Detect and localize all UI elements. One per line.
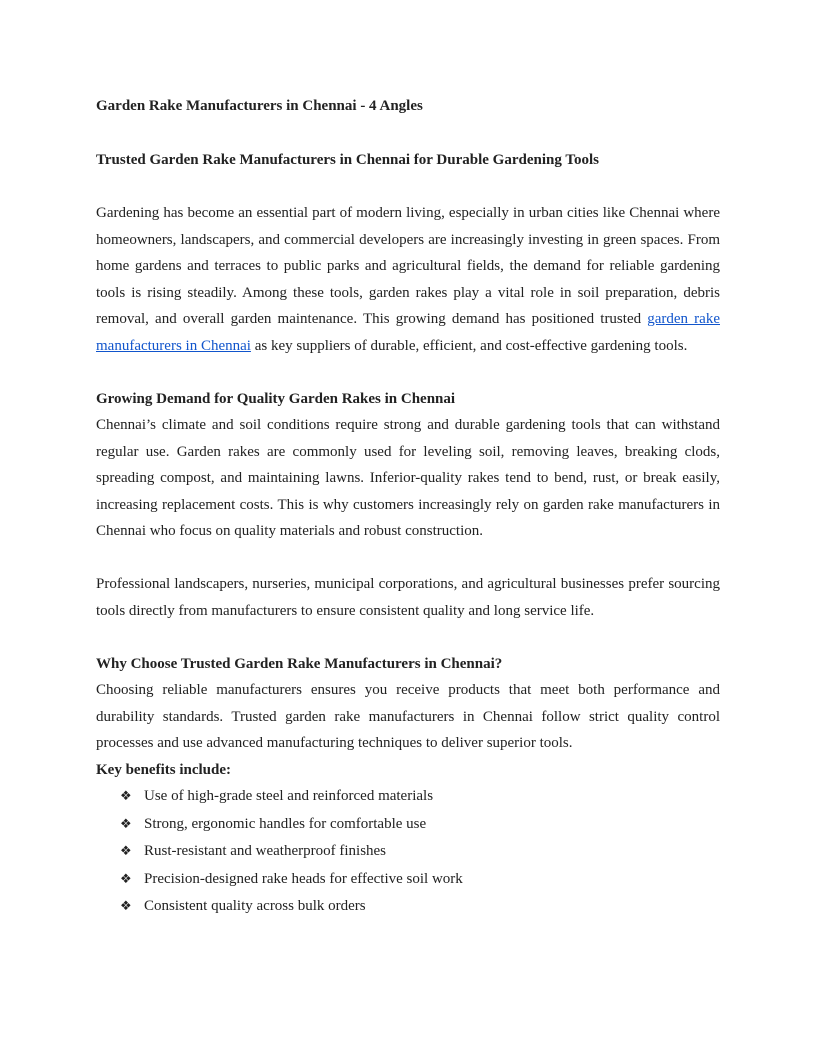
section-heading-demand: Growing Demand for Quality Garden Rakes in Chennai bbox=[96, 390, 456, 407]
list-item bbox=[120, 811, 720, 839]
demand-paragraph-1: Chennai’s climate and soil conditions require strong and durable gardening tools that can withstand regular use. Garden rakes are commonly used for leveling soil, removing leaves, breaking clods, spreading compost, and maintaining lawns. Inferior-quality rakes tend to bend, rust, or break easily, increasing replacement costs. This is why customers increasingly rely on garden rake manufacturers in Chennai who focus on quality materials and robust construction. bbox=[96, 417, 720, 539]
benefit-text: Precision-designed rake heads for effective soil work bbox=[144, 870, 463, 887]
diamond-bullet-icon: ❖ bbox=[120, 844, 132, 859]
document-page bbox=[96, 94, 720, 921]
demand-paragraph-2: Professional landscapers, nurseries, municipal corporations, and agricultural businesses prefer sourcing tools directly from manufacturers to ensure consistent quality and long service life. bbox=[96, 576, 720, 619]
benefits-label: Key benefits include: bbox=[96, 761, 231, 778]
intro-text-after-link: as key suppliers of durable, efficient, and cost-effective gardening tools. bbox=[250, 337, 688, 354]
benefit-text: Rust-resistant and weatherproof finishes bbox=[144, 843, 387, 859]
benefit-text: Strong, ergonomic handles for comfortable use bbox=[144, 815, 427, 832]
section-heading-why-choose: Why Choose Trusted Garden Rake Manufacturers in Chennai? bbox=[96, 655, 503, 672]
list-item bbox=[120, 866, 720, 894]
intro-text-before-link: Gardening has become an essential part of modern living, especially in urban cities like Chennai where homeowners, landscapers, and commercial developers are increasingly investing in green spaces. From home gardens and terraces to public parks and agricultural fields, the demand for reliable gardening tools is rising steadily. Among these tools, garden rakes play a vital role in soil preparation, debris removal, and overall garden maintenance. This growing demand has positioned trusted bbox=[96, 205, 720, 327]
why-choose-paragraph: Choosing reliable manufacturers ensures you receive products that meet both performance and durability standards. Trusted garden rake manufacturers in Chennai follow strict quality control processes and use advanced manufacturing techniques to deliver superior tools. bbox=[96, 682, 720, 751]
manufacturers-link[interactable]: garden rake manufacturers in Chennai bbox=[96, 311, 720, 354]
diamond-bullet-icon: ❖ bbox=[120, 816, 132, 832]
list-item bbox=[120, 838, 720, 866]
benefit-text: Use of high-grade steel and reinforced materials bbox=[144, 788, 434, 804]
diamond-bullet-icon: ❖ bbox=[120, 789, 132, 804]
benefit-text: Consistent quality across bulk orders bbox=[144, 898, 366, 914]
diamond-bullet-icon: ❖ bbox=[120, 871, 132, 887]
document-title: Garden Rake Manufacturers in Chennai - 4 Angles bbox=[96, 98, 423, 114]
benefits-list bbox=[96, 783, 720, 921]
intro-paragraph bbox=[96, 200, 720, 359]
list-item bbox=[120, 783, 720, 811]
document-subtitle: Trusted Garden Rake Manufacturers in Chennai for Durable Gardening Tools bbox=[96, 152, 599, 168]
list-item bbox=[120, 893, 720, 921]
diamond-bullet-icon: ❖ bbox=[120, 899, 132, 914]
